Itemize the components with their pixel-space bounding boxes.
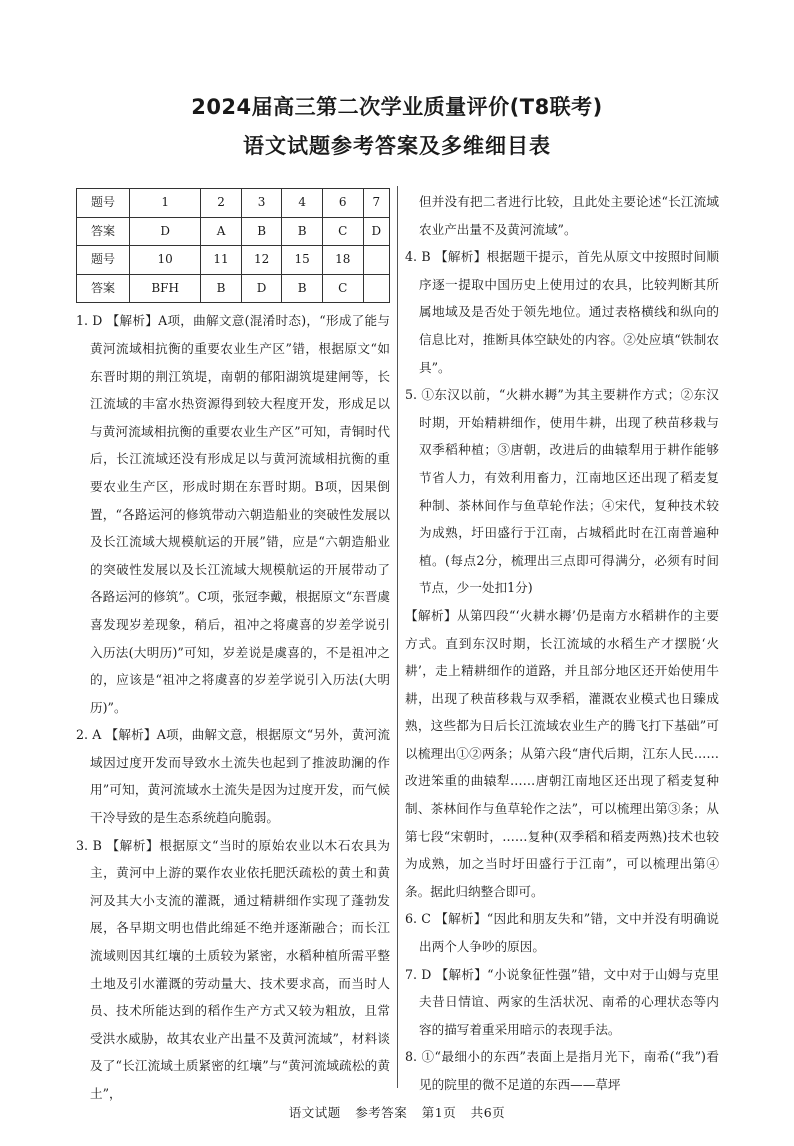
column-divider <box>397 186 398 1088</box>
page-subtitle: 语文试题参考答案及多维细目表 <box>243 134 551 158</box>
table-row <box>77 274 390 303</box>
answer-item-6: 6. C 【解析】“因此和朋友失和”错，文中并没有明确说出两个人争吵的原因。 <box>405 911 719 955</box>
table-cell: 15 <box>282 246 323 275</box>
table-row <box>77 246 390 275</box>
table-cell: D <box>363 217 389 246</box>
answer-item-4: 4. B 【解析】根据题干提示，首先从原文中按照时间顺序逐一提取中国历史上使用过的农具，比较判断其所属地域及是否处于领先地位。通过表格横线和纵向的信息比对，推断具体空缺处的内容。②处应填“铁制农具”。 <box>405 249 719 375</box>
table-cell: 2 <box>201 189 242 218</box>
answer-item-8: 8. ①“最细小的东西”表面上是指月光下，南希(“我”)看见的院里的微不足道的东西——草坪 <box>405 1049 719 1092</box>
table-cell: A <box>201 217 242 246</box>
table-cell: C <box>322 274 363 303</box>
left-column <box>76 188 390 1108</box>
table-cell: 答案 <box>77 274 130 303</box>
answer-item-5-analysis: 【解析】从第四段“‘火耕水耨’仍是南方水稻耕作的主要方式。直到东汉时期，长江流域的水稻生产才摆脱‘火耕’，走上精耕细作的道路，并且部分地区还开始使用牛耕，出现了秧苗移栽与双季稻，灌溉农业模式也日臻成熟，这些都为日后长江流域农业生产的腾飞打下基础”可以梳理出①②两条；从第六段“唐代后期，江东人民……改进笨重的曲辕犁……唐朝江南地区还出现了稻麦复种制、茶林间作与鱼草轮作之法”，可以梳理出第③条；从第七段“宋朝时，……复种(双季稻和稻麦两熟)技术也较为成熟，加之当时圩田盛行于江南”，可以梳理出第④条。据此归纳整合即可。 <box>405 607 719 899</box>
table-cell: 题号 <box>77 246 130 275</box>
footer-total: 共6页 <box>470 1105 506 1120</box>
table-cell: 6 <box>322 189 363 218</box>
table-cell: B <box>282 217 323 246</box>
table-cell: C <box>322 217 363 246</box>
table-cell: 7 <box>363 189 389 218</box>
table-cell: B <box>241 217 282 246</box>
table-cell: B <box>201 274 242 303</box>
right-column <box>405 188 719 1099</box>
table-cell: 18 <box>322 246 363 275</box>
answer-item-5: 5. ①东汉以前，“火耕水耨”为其主要耕作方式；②东汉时期，开始精耕细作，使用牛耕，出现了秧苗移栽与双季稻种植；③唐朝，改进后的曲辕犁用于耕作能够节省人力，有效利用畜力，江南地区还出现了稻麦复种制、茶林间作与鱼草轮作法；④宋代，复种技术较为成熟，圩田盛行于江南，占城稻此时在江南普遍种植。(每点2分，梳理出三点即可得满分，必须有时间节点，少一处扣1分) <box>405 387 719 596</box>
table-cell: 12 <box>241 246 282 275</box>
table-cell <box>363 274 389 303</box>
answer-item-2: 2. A 【解析】A项，曲解文意，根据原文“另外，黄河流域因过度开发而导致水土流失也起到了推波助澜的作用”可知，黄河流域水土流失是因为过度开发，而气候干冷导致的是生态系统趋向脆弱。 <box>76 727 390 826</box>
table-row <box>77 189 390 218</box>
table-cell: 4 <box>282 189 323 218</box>
answer-item-3: 3. B 【解析】根据原文“当时的原始农业以木石农具为主，黄河中上游的粟作农业依托肥沃疏松的黄土和黄河及其大小支流的灌溉，通过精耕细作实现了蓬勃发展，各早期文明也借此绵延不绝并逐渐融合；而长江流域则因其红壤的土质较为紧密，水稻种植所需平整土地及引水灌溉的劳动量大、技术要求高，而当时人员、技术所能达到的稻作生产方式又较为粗放，且常受洪水威胁，故其农业产出量不及黄河流域”，材料谈及了“长江流域土质紧密的红壤”与“黄河流域疏松的黄土”， <box>76 837 390 1101</box>
page-footer <box>0 1103 794 1121</box>
table-cell: 答案 <box>77 217 130 246</box>
table-cell: B <box>282 274 323 303</box>
table-cell: 10 <box>130 246 201 275</box>
table-cell: D <box>241 274 282 303</box>
footer-subject: 语文试题 <box>288 1105 341 1120</box>
footer-doc: 参考答案 <box>355 1105 408 1120</box>
table-cell: 3 <box>241 189 282 218</box>
answer-item-7: 7. D 【解析】“小说象征性强”错，文中对于山姆与克里夫昔日情谊、两家的生活状况、南希的心理状态等内容的描写着重采用暗示的表现手法。 <box>405 966 719 1037</box>
title-block <box>0 92 794 161</box>
table-cell <box>363 246 389 275</box>
footer-page: 第1页 <box>421 1105 457 1120</box>
table-cell: D <box>130 217 201 246</box>
table-cell: 11 <box>201 246 242 275</box>
table-cell: 题号 <box>77 189 130 218</box>
page-title: 2024届高三第二次学业质量评价(T8联考) <box>191 95 603 119</box>
table-row <box>77 217 390 246</box>
answer-item-1: 1. D 【解析】A项，曲解文意(混淆时态)，“形成了能与黄河流域相抗衡的重要农业生产区”错，根据原文“如东晋时期的荆江筑堤，南朝的郁阳湖筑堤建闸等，长江流域的丰富水热资源得到较大程度开发，形成足以与黄河流域相抗衡的重要农业生产区”可知，青铜时代后，长江流域还没有形成足以与黄河流域相抗衡的重要农业生产区，形成时期在东晋时期。B项，因果倒置，“各路运河的修筑带动六朝造船业的突破性发展以及长江流域大规模航运的开展”错，应是“六朝造船业的突破性发展以及长江流域大规模航运的开展带动了各路运河的修筑”。C项，张冠李戴，根据原文“东晋虞喜发现岁差现象，稍后，祖冲之将虞喜的岁差学说引入历法(大明历)”可知，岁差说是虞喜的，不是祖冲之的，应该是“祖冲之将虞喜的岁差学说引入历法(大明历)”。 <box>76 313 390 715</box>
answer-item-3-continued: 但并没有把二者进行比较，且此处主要论述“长江流域农业产出量不及黄河流域”。 <box>419 194 719 237</box>
table-cell: BFH <box>130 274 201 303</box>
table-cell: 1 <box>130 189 201 218</box>
answer-table <box>76 188 390 303</box>
